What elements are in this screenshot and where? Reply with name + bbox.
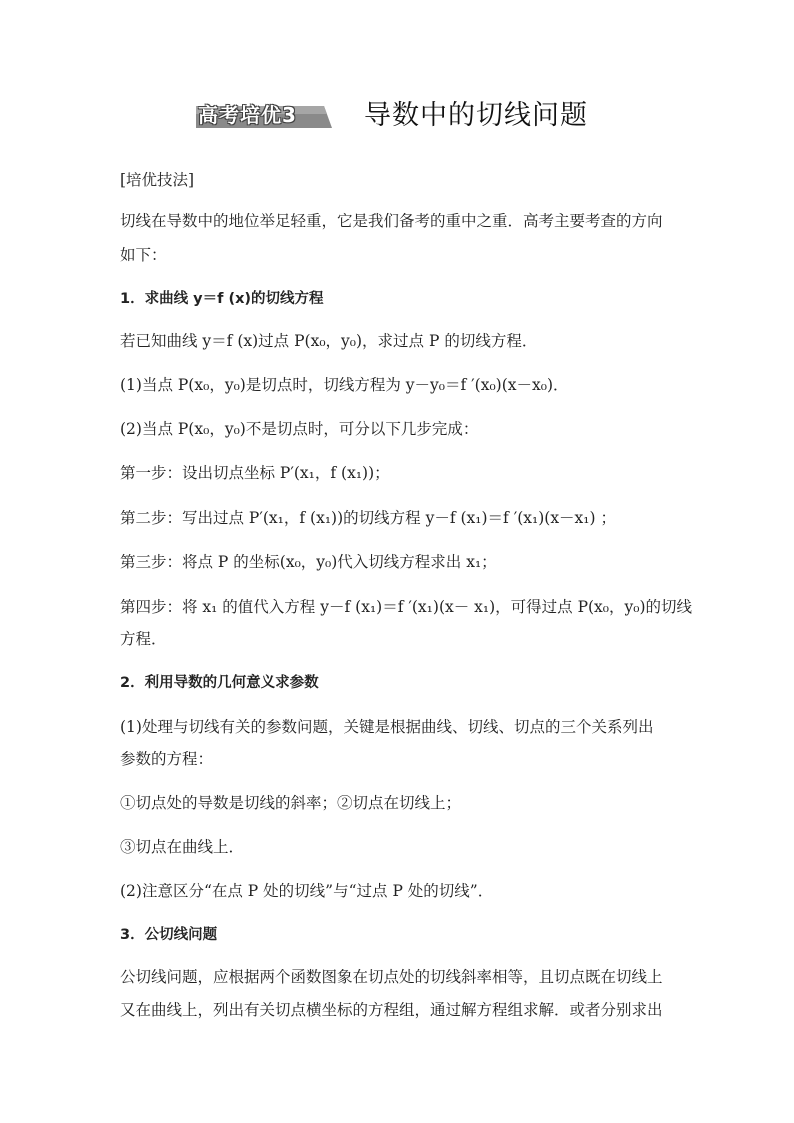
text-line: 第二步：写出过点 P′(x₁，f (x₁))的切线方程 y－f (x₁)＝f ′(x₁)(x－x₁) ； xyxy=(120,509,616,527)
text-line: ③切点在曲线上． xyxy=(120,838,245,856)
text-line: (2)当点 P(x₀，y₀)不是切点时，可分以下几步完成： xyxy=(120,420,479,438)
intro-line-2: 如下： xyxy=(120,246,167,264)
text-line: 若已知曲线 y＝f (x)过点 P(x₀，y₀)，求过点 P 的切线方程． xyxy=(120,332,538,350)
banner-label: 高考培优3 xyxy=(198,103,297,127)
section-tag: [培优技法] xyxy=(120,171,195,189)
title-banner xyxy=(196,102,332,128)
text-line: 参数的方程： xyxy=(120,750,214,768)
heading-1: 1．求曲线 y＝f (x)的切线方程 xyxy=(120,291,324,307)
text-line: 第三步：将点 P 的坐标(x₀，y₀)代入切线方程求出 x₁； xyxy=(120,553,497,571)
heading-2: 2．利用导数的几何意义求参数 xyxy=(120,675,319,691)
title-row xyxy=(0,96,794,136)
text-line: 第四步：将 x₁ 的值代入方程 y－f (x₁)＝f ′(x₁)(x－ x₁)，可得过点 P(x₀，y₀)的切线 xyxy=(120,598,693,616)
text-line: ①切点处的导数是切线的斜率；②切点在切线上； xyxy=(120,794,462,812)
heading-3: 3．公切线问题 xyxy=(120,927,218,943)
text-line: 又在曲线上，列出有关切点横坐标的方程组，通过解方程组求解．或者分别求出 xyxy=(120,1001,663,1019)
intro-line-1: 切线在导数中的地位举足轻重，它是我们备考的重中之重．高考主要考查的方向 xyxy=(120,212,663,230)
text-line: (1)处理与切线有关的参数问题，关键是根据曲线、切线、切点的三个关系列出 xyxy=(120,718,654,736)
text-line: (2)注意区分“在点 P 处的切线”与“过点 P 处的切线”． xyxy=(120,882,494,900)
text-line: 第一步：设出切点坐标 P′(x₁，f (x₁))； xyxy=(120,464,390,482)
text-line: 方程． xyxy=(120,630,167,648)
text-line: (1)当点 P(x₀，y₀)是切点时，切线方程为 y－y₀＝f ′(x₀)(x－x₀)． xyxy=(120,376,569,394)
text-line: 公切线问题，应根据两个函数图象在切点处的切线斜率相等，且切点既在切线上 xyxy=(120,968,663,986)
page-title: 导数中的切线问题 xyxy=(364,100,588,131)
